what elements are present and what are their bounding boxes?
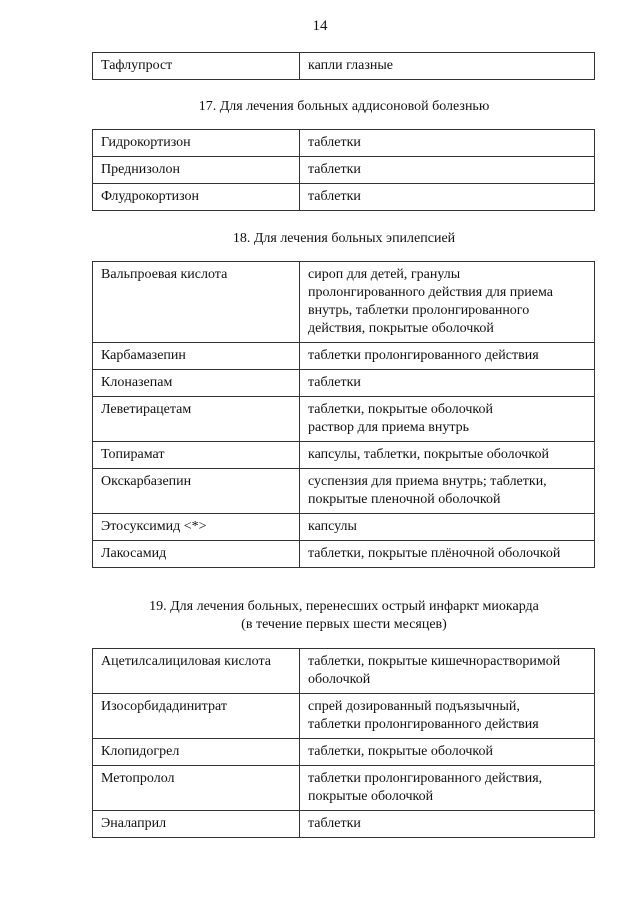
dosage-form: капсулы, таблетки, покрытые оболочкой — [300, 442, 595, 469]
dosage-form: таблетки — [300, 811, 595, 838]
drug-name: Гидрокортизон — [93, 130, 300, 157]
drug-name: Метопролол — [93, 766, 300, 811]
table-row — [93, 541, 595, 568]
drug-name: Карбамазепин — [93, 343, 300, 370]
dosage-form: таблетки, покрытые оболочкой раствор для приема внутрь — [300, 397, 595, 442]
drug-name: Клоназепам — [93, 370, 300, 397]
table-row — [93, 130, 595, 157]
dosage-form: суспензия для приема внутрь; таблетки, покрытые пленочной оболочкой — [300, 469, 595, 514]
table-row — [93, 397, 595, 442]
drug-name: Клопидогрел — [93, 739, 300, 766]
table-row — [93, 739, 595, 766]
table-row — [93, 343, 595, 370]
table-row — [93, 766, 595, 811]
section-heading-line: 19. Для лечения больных, перенесших острый инфаркт миокарда — [149, 599, 539, 614]
table-row — [93, 811, 595, 838]
dosage-form: спрей дозированный подъязычный, таблетки пролонгированного действия — [300, 694, 595, 739]
section-heading-line: (в течение первых шести месяцев) — [241, 617, 447, 632]
section-heading-17 — [90, 98, 598, 116]
drug-table-19 — [92, 648, 595, 838]
dosage-form: таблетки, покрытые кишечнорастворимой оболочкой — [300, 649, 595, 694]
table-row — [93, 649, 595, 694]
drug-name: Этосуксимид <*> — [93, 514, 300, 541]
drug-name: Тафлупрост — [93, 53, 300, 80]
page-number: 14 — [312, 18, 328, 34]
drug-name: Лакосамид — [93, 541, 300, 568]
dosage-form: таблетки, покрытые плёночной оболочкой — [300, 541, 595, 568]
section-heading-18 — [90, 230, 598, 248]
section-heading-line: 18. Для лечения больных эпилепсией — [232, 231, 456, 246]
table-row — [93, 694, 595, 739]
table-row — [93, 442, 595, 469]
dosage-form: сироп для детей, гранулы пролонгированного действия для приема внутрь, таблетки пролонгированного действия, покрытые оболочкой — [300, 262, 595, 343]
drug-name: Эналаприл — [93, 811, 300, 838]
drug-name: Ацетилсалициловая кислота — [93, 649, 300, 694]
dosage-form: таблетки пролонгированного действия, покрытые оболочкой — [300, 766, 595, 811]
table-row — [93, 262, 595, 343]
drug-name: Леветирацетам — [93, 397, 300, 442]
table-row — [93, 157, 595, 184]
section-heading-19 — [90, 598, 598, 634]
drug-name: Топирамат — [93, 442, 300, 469]
table-row — [93, 514, 595, 541]
drug-name: Окскарбазепин — [93, 469, 300, 514]
dosage-form: таблетки — [300, 370, 595, 397]
drug-name: Вальпроевая кислота — [93, 262, 300, 343]
dosage-form: таблетки пролонгированного действия — [300, 343, 595, 370]
drug-name: Изосорбидадинитрат — [93, 694, 300, 739]
dosage-form: таблетки — [300, 157, 595, 184]
section-heading-line: 17. Для лечения больных аддисоновой болезнью — [198, 99, 490, 114]
table-row — [93, 184, 595, 211]
dosage-form: таблетки, покрытые оболочкой — [300, 739, 595, 766]
drug-name: Преднизолон — [93, 157, 300, 184]
drug-table-17 — [92, 129, 595, 211]
table-row — [93, 53, 595, 80]
drug-table-continuation — [92, 52, 595, 80]
table-row — [93, 469, 595, 514]
drug-name: Флудрокортизон — [93, 184, 300, 211]
dosage-form: капсулы — [300, 514, 595, 541]
dosage-form: капли глазные — [300, 53, 595, 80]
dosage-form: таблетки — [300, 184, 595, 211]
dosage-form: таблетки — [300, 130, 595, 157]
table-row — [93, 370, 595, 397]
drug-table-18 — [92, 261, 595, 568]
